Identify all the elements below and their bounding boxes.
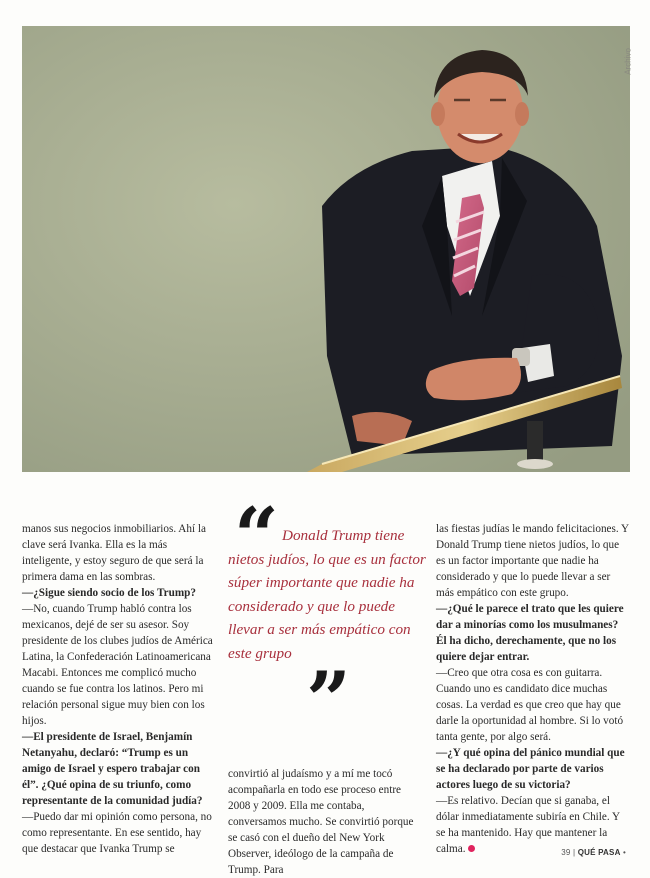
footer-bullet: • [622,848,626,857]
end-of-article-icon [468,845,475,852]
article-photo [22,26,633,472]
photo-credit: Archivo [624,48,633,75]
paragraph: —Puedo dar mi opinión como persona, no como representante. En ese sentido, hay que destacar que Ivanka Trump se [22,811,212,855]
publication-name: QUÉ PASA [577,848,621,857]
paragraph: —Creo que otra cosa es con guitarra. Cuando uno es candidato dice muchas cosas. La verdad es que creo que hay que darle la oportunidad al hombre. Si lo votó tanta gente, por algo será. [436,667,624,743]
paragraph: convirtió al judaísmo y a mí me tocó acompañarla en todo ese proceso entre 2008 y 2009. Ella me contaba, conversamos mucho. Se convirtió porque se casó con el dueño del New York Observer, ideólogo de la campaña de Trump. Para [228,768,414,876]
interview-question: —¿Qué le parece el trato que les quiere dar a minorías como los musulmanes? Él ha dicho, derechamente, que no los quiere dejar entrar. [436,603,624,663]
paragraph: —No, cuando Trump habló contra los mexicanos, dejé de ser su asesor. Soy presidente de los clubes judíos de América Latina, la Confederación Latinoamericana Macabi. Entonces me complicó mucho cuando se fue contra los latinos. Pero mi relación personal sigue muy bien con los hijos. [22,603,213,727]
portrait-illustration [22,26,630,472]
interview-question: —¿Y qué opina del pánico mundial que se ha declarado por parte de varios actores luego de su victoria? [436,747,625,791]
interview-question: —El presidente de Israel, Benjamín Netanyahu, declaró: “Trump es un amigo de Israel y espero trabajar con él”. ¿Qué opina de su triunfo, como representante de la comunidad judía? [22,731,203,807]
pull-quote-text: Donald Trump tiene nietos judíos, lo que es un factor súper importante que nadie ha considerado y que lo puede llevar a ser más empático con este grupo [228,527,426,662]
paragraph: las fiestas judías le mando felicitaciones. Y Donald Trump tiene nietos judíos, lo que es un factor importante que nadie ha considerado y que lo puede llevar a ser más empático con este grupo. [436,523,629,599]
paragraph-final-text: —Es relativo. Decían que si ganaba, el dólar inmediatamente subiría en Chile. Y se ha mantenido. Hay que mantener la calma. [436,795,620,855]
page-number: 39 [561,848,571,857]
paragraph: manos sus negocios inmobiliarios. Ahí la clave será Ivanka. Ella es la más inteligente, y estoy seguro de que será la primera dama en las sombras. [22,523,206,583]
article-column-1 [22,521,217,857]
close-quote-icon: ” [306,655,351,746]
page-footer [561,848,626,857]
interview-question: —¿Sigue siendo socio de los Trump? [22,587,196,599]
footer-separator: | [573,848,576,857]
open-quote-icon: “ [234,491,279,582]
article-column-3 [436,521,631,857]
article-column-2 [228,766,423,878]
